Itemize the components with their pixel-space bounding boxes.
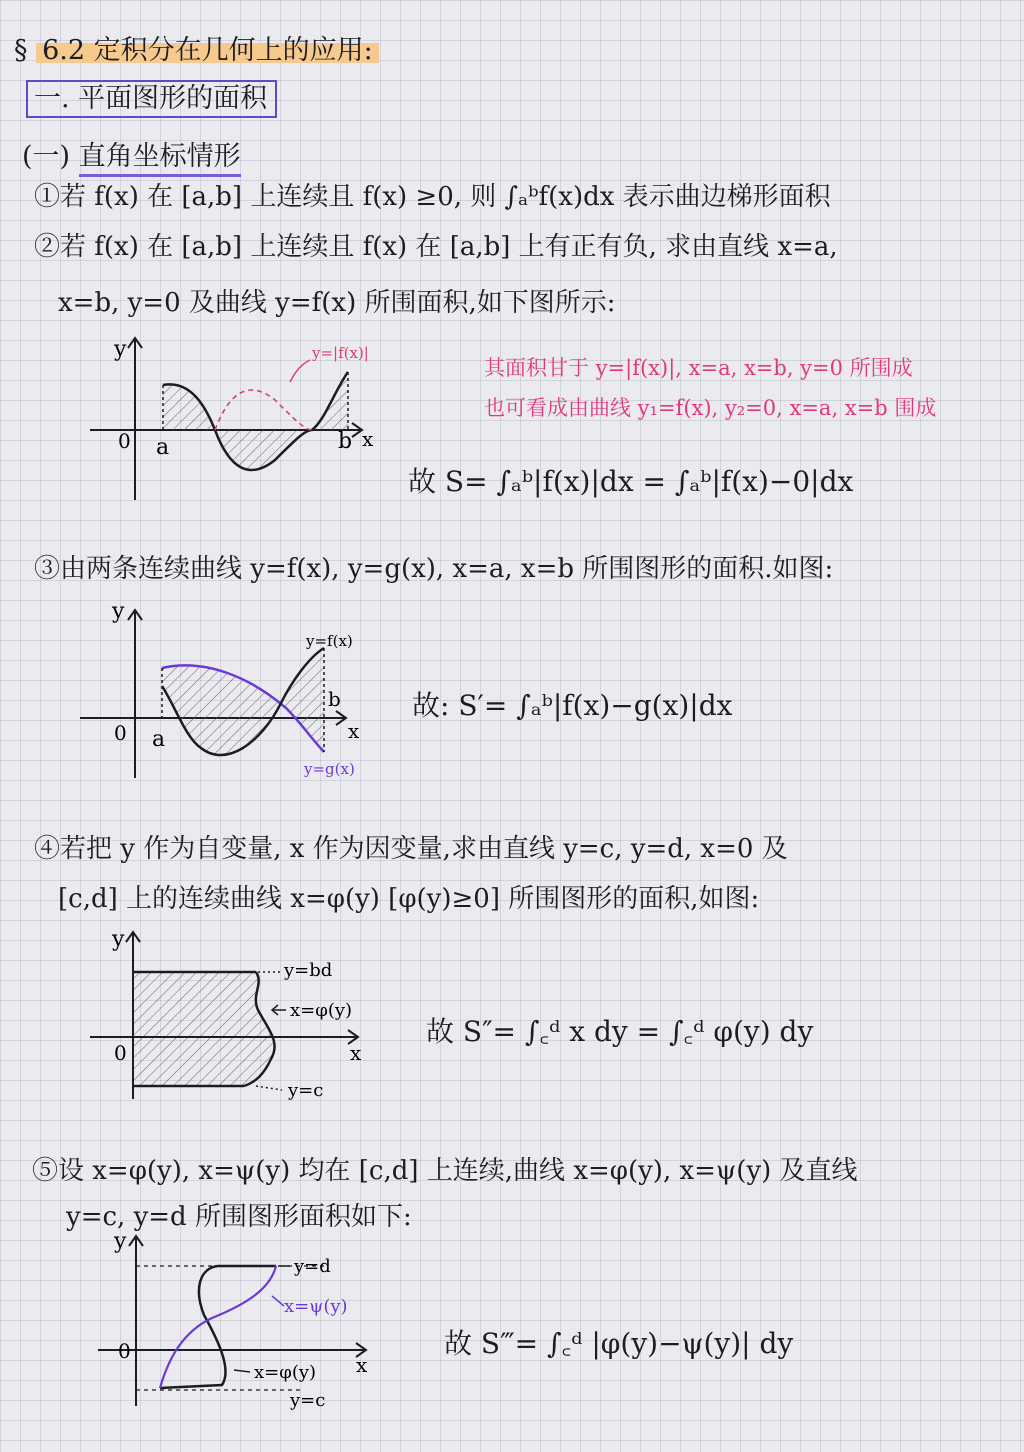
item5-line2: y=c, y=d 所围图形面积如下: [66, 1202, 412, 1232]
item2-formula: 故 S= ∫ₐᵇ|f(x)|dx = ∫ₐᵇ|f(x)−0|dx [408, 465, 854, 498]
item3-formula: 故: S′= ∫ₐᵇ|f(x)−g(x)|dx [412, 689, 733, 722]
item4-line2: [c,d] 上的连续曲线 x=φ(y) [φ(y)≥0] 所围图形的面积,如图: [58, 884, 760, 914]
item2-line2: x=b, y=0 及曲线 y=f(x) 所围面积,如下图所示: [58, 288, 616, 318]
a-label: a [152, 727, 166, 752]
graph-item3 [76, 598, 376, 783]
bottom-label: y=c [288, 1080, 324, 1101]
a-label: a [156, 435, 170, 460]
item3-text: ③由两条连续曲线 y=f(x), y=g(x), x=a, x=b 所围图形的面积.如图: [34, 554, 834, 584]
b-label: b [328, 687, 341, 711]
part-heading: 一. 平面图形的面积 [26, 80, 277, 118]
top-label: y=d [294, 1256, 331, 1277]
shaded-area [133, 972, 275, 1086]
graph-item4 [86, 924, 386, 1104]
psi-label-arrow [272, 1296, 284, 1306]
curve-label-arrow [290, 360, 310, 382]
note-line1: 其面积甘于 y=|f(x)|, x=a, x=b, y=0 所围成 [484, 356, 913, 380]
top-label: y=bd [284, 960, 333, 981]
bottom-label: y=c [290, 1390, 326, 1410]
subpart-title: 直角坐标情形 [79, 141, 241, 177]
section-symbol: § [14, 35, 28, 66]
y-axis-label: y [114, 1230, 127, 1254]
section-highlight [36, 35, 379, 66]
psi-label: x=ψ(y) [284, 1296, 348, 1317]
f-label: y=f(x) [306, 632, 353, 650]
item2-line1: ②若 f(x) 在 [a,b] 上连续且 f(x) 在 [a,b] 上有正有负, 求由直线 x=a, [34, 232, 838, 262]
graph-item2 [80, 330, 390, 505]
item4-line1: ④若把 y 作为自变量, x 作为因变量,求由直线 y=c, y=d, x=0 及 [34, 834, 788, 864]
curve-label: y=|f(x)| [312, 344, 369, 362]
leader-bottom [256, 1086, 282, 1090]
curve-label: x=φ(y) [290, 1000, 353, 1021]
graph-item5 [94, 1230, 384, 1410]
origin-label: 0 [118, 1339, 131, 1363]
x-axis-label: x [362, 427, 374, 451]
y-axis-label: y [112, 927, 125, 952]
g-label: y=g(x) [304, 760, 355, 778]
item1-text: ①若 f(x) 在 [a,b] 上连续且 f(x) ≥0, 则 ∫ₐᵇf(x)dx 表示曲边梯形面积 [34, 182, 831, 212]
phi-label-arrow [234, 1370, 250, 1372]
note-line2: 也可看成由曲线 y₁=f(x), y₂=0, x=a, x=b 围成 [484, 396, 937, 420]
origin-label: 0 [118, 429, 131, 453]
y-axis-label: y [112, 599, 125, 624]
b-label: b [338, 429, 353, 454]
section-number: 6.2 [42, 35, 86, 66]
origin-label: 0 [114, 721, 127, 745]
section-heading [14, 28, 379, 67]
item5-line1: ⑤设 x=φ(y), x=ψ(y) 均在 [c,d] 上连续,曲线 x=φ(y), x=ψ(y) 及直线 [32, 1156, 858, 1186]
x-axis-label: x [348, 719, 360, 743]
subpart-prefix: (一) [22, 141, 71, 172]
subpart-heading [22, 134, 241, 173]
phi-label: x=φ(y) [254, 1362, 317, 1383]
section-title: 定积分在几何上的应用: [93, 35, 373, 66]
origin-label: 0 [114, 1041, 127, 1065]
curve-label-arrow [272, 1005, 286, 1015]
item5-formula: 故 S‴= ∫꜀ᵈ |φ(y)−ψ(y)| dy [444, 1327, 794, 1360]
x-axis-label: x [356, 1353, 368, 1377]
y-axis-label: y [114, 337, 127, 362]
curve-abs-f [215, 390, 312, 430]
shaded-area [162, 648, 324, 755]
item4-formula: 故 S″= ∫꜀ᵈ x dy = ∫꜀ᵈ φ(y) dy [426, 1015, 814, 1048]
x-axis-label: x [350, 1041, 362, 1065]
